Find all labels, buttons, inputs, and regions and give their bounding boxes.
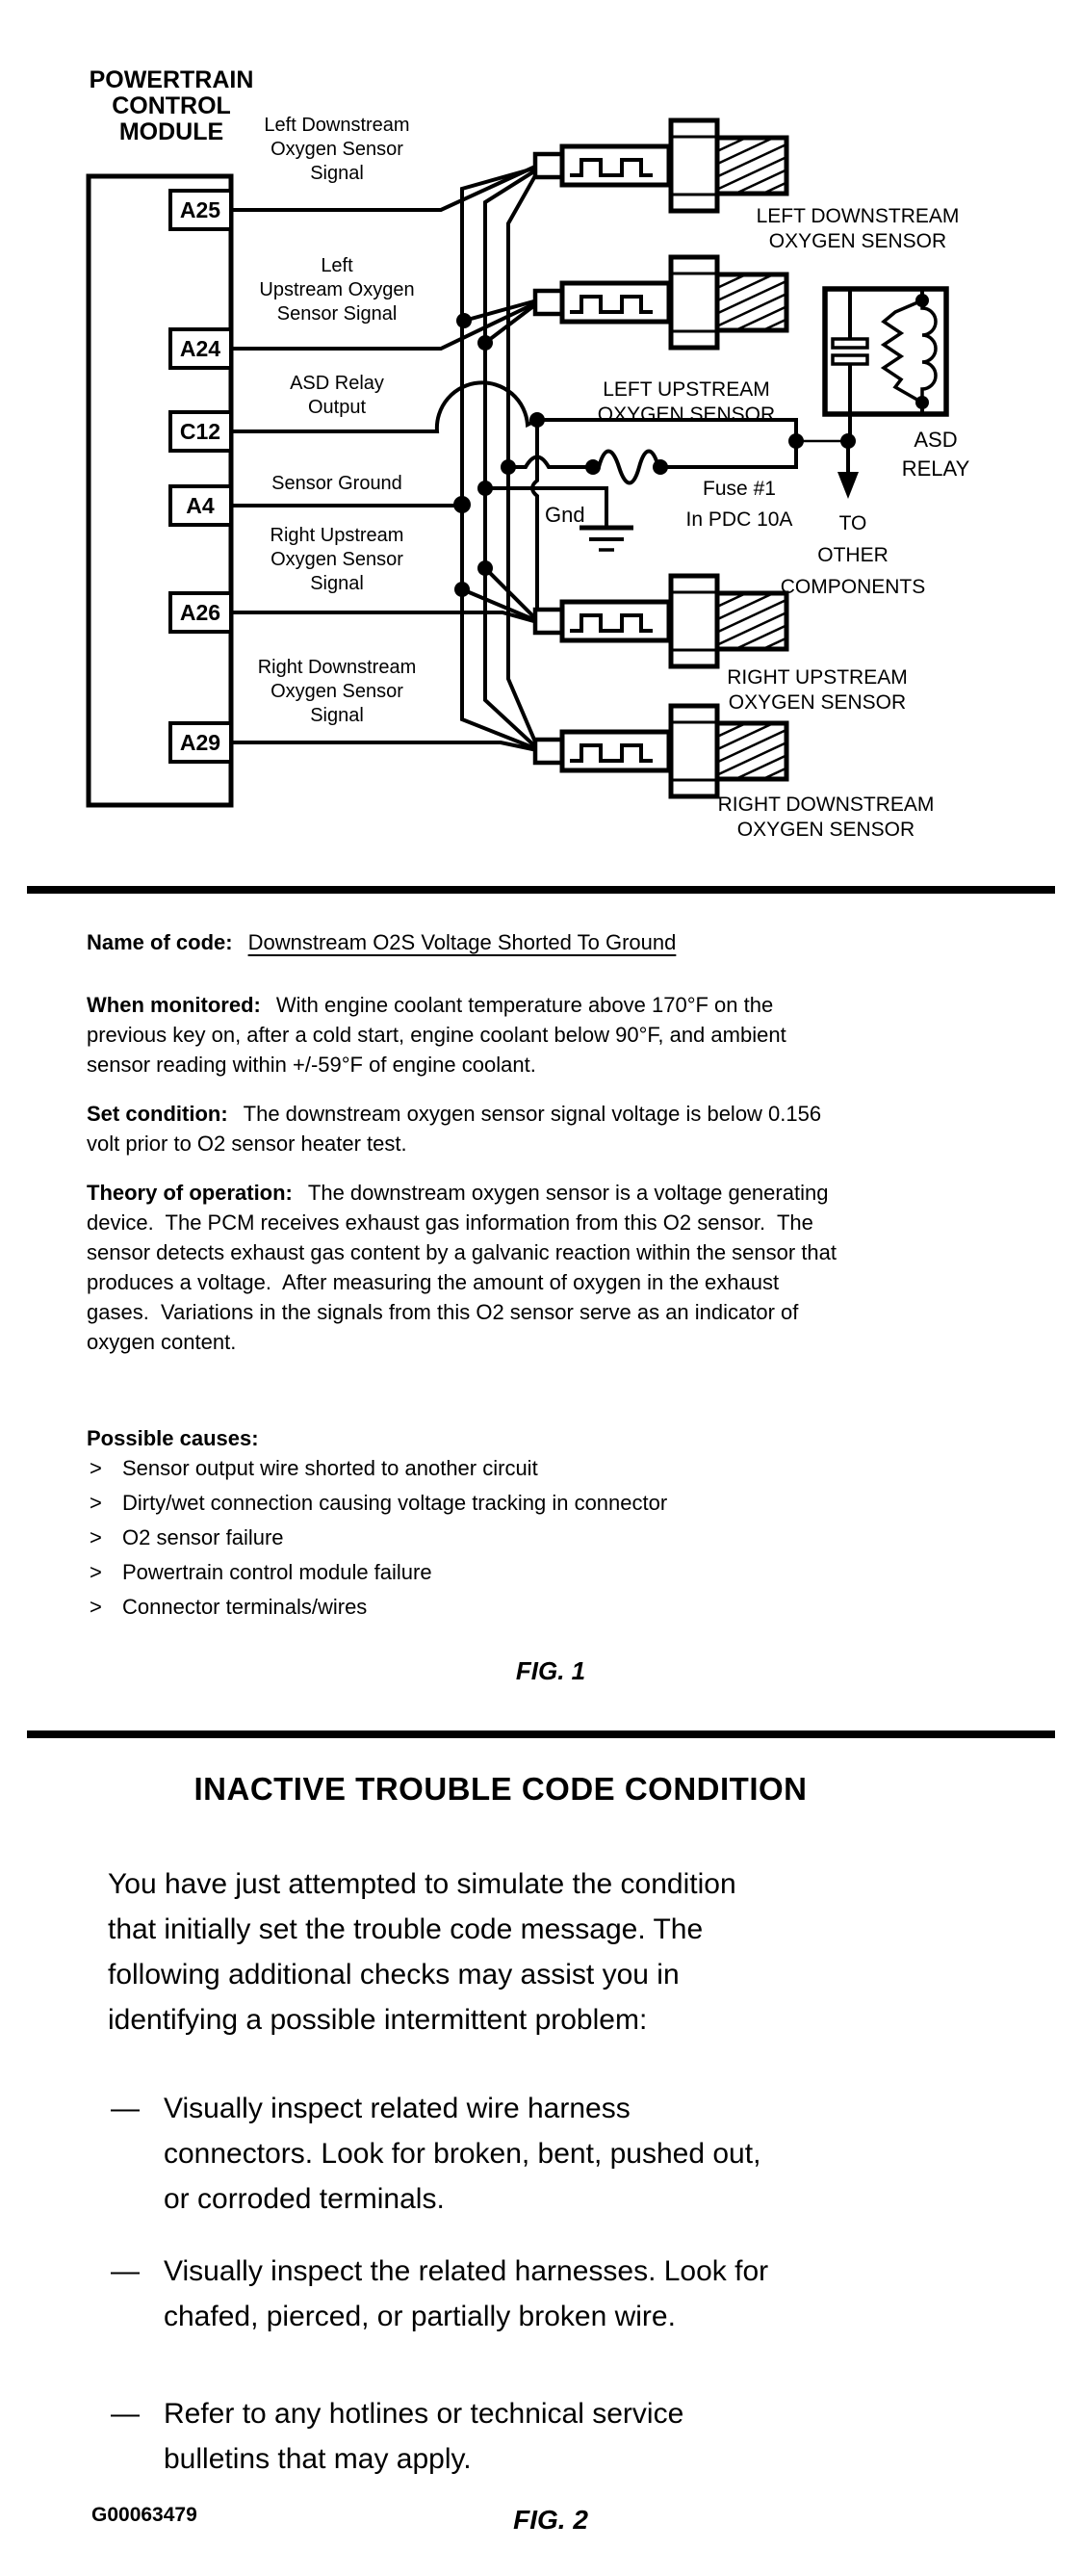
cause-marker-icon: > [90, 1491, 102, 1515]
pcm-title-line3: MODULE [118, 118, 224, 145]
label-left-downstream-signal [264, 115, 409, 184]
fuse-element [599, 452, 658, 483]
set-condition-paragraph [87, 1099, 1011, 1158]
label-line: Sensor Signal [276, 303, 398, 325]
wire-feed-down [532, 422, 537, 621]
cause-item [90, 1555, 1014, 1590]
cause-text: Powertrain control module failure [122, 1560, 432, 1584]
cause-marker-icon: > [90, 1525, 102, 1549]
pin-a4-label: A4 [186, 493, 215, 518]
pcm-title-line2: CONTROL [112, 92, 231, 119]
check-item [111, 2391, 1025, 2482]
possible-causes-heading [87, 1423, 1011, 1453]
label-line: Right Upstream [270, 525, 404, 546]
wire-a29-signal [231, 742, 537, 750]
fig1-caption: FIG. 1 [515, 1656, 586, 1685]
right-upstream-label-1: RIGHT UPSTREAM [727, 666, 908, 689]
pin-a25 [170, 191, 231, 229]
when-monitored-paragraph [87, 990, 1011, 1080]
left-downstream-label-1: LEFT DOWNSTREAM [756, 205, 960, 227]
label-line: Sensor Ground [271, 473, 402, 494]
cause-marker-icon: > [90, 1456, 102, 1480]
label-sensor-ground [271, 473, 402, 494]
cause-item [90, 1590, 1014, 1625]
left-downstream-oxygen-sensor [535, 120, 786, 211]
left-downstream-label-2: OXYGEN SENSOR [768, 230, 947, 252]
name-of-code-label: Name of code: [87, 930, 233, 954]
name-of-code-line [87, 927, 1011, 957]
when-monitored-text: With engine coolant temperature above 170°F on the previous key on, after a cold start, engine coolant below 90°F, and ambient sensor reading within +/-59°F of engine coolant. [87, 993, 786, 1077]
check-text: Visually inspect related wire harness connectors. Look for broken, bent, pushed out, or corroded terminals. [164, 2093, 761, 2215]
pin-a25-label: A25 [179, 197, 221, 222]
dash-marker-icon: — [111, 2255, 140, 2287]
right-upstream-label-2: OXYGEN SENSOR [728, 691, 907, 714]
theory-text: The downstream oxygen sensor is a voltage generating device. The PCM receives exhaust gas information from this O2 sensor. The sensor detects exhaust gas content by a galvanic reaction within the sensor that produces a voltage. After measuring the amount of oxygen in the exhaust gases. Variations in the signals from this O2 sensor serve as an indicator of oxygen content. [87, 1181, 837, 1354]
pin-a4 [170, 486, 231, 525]
pin-a29-label: A29 [179, 730, 221, 755]
label-line: Signal [310, 163, 364, 184]
name-of-code-value: Downstream O2S Voltage Shorted To Ground [247, 930, 677, 954]
label-asd-relay-output [290, 373, 384, 418]
asd-relay-label [902, 428, 970, 481]
dash-marker-icon: — [111, 2398, 140, 2430]
pin-a24 [170, 329, 231, 368]
left-upstream-label-1: LEFT UPSTREAM [603, 378, 770, 401]
label-right-downstream-signal [258, 657, 417, 726]
label-line: Oxygen Sensor [270, 549, 403, 570]
pcm-title [90, 66, 254, 145]
pcm-title-line1: POWERTRAIN [89, 66, 254, 93]
check-text: Visually inspect the related harnesses. Look for chafed, pierced, or partially broken wire. [164, 2255, 769, 2332]
pin-a29 [170, 723, 231, 762]
dash-marker-icon: — [111, 2093, 140, 2124]
capacitor-icon [833, 339, 867, 348]
pin-a24-label: A24 [179, 336, 221, 361]
cause-item [90, 1486, 1014, 1521]
cause-marker-icon: > [90, 1595, 102, 1619]
fuse-label-line2: In PDC 10A [685, 508, 793, 531]
theory-paragraph [87, 1178, 1011, 1357]
label-line: Output [307, 397, 367, 418]
when-monitored-label: When monitored: [87, 993, 261, 1017]
asd-label-line1: ASD [914, 428, 958, 452]
cause-marker-icon: > [90, 1560, 102, 1584]
components-line: COMPONENTS [780, 576, 926, 598]
inactive-intro-text: You have just attempted to simulate the condition that initially set the trouble code message. The following additional checks may assist you in identifying a possible intermittent problem: [108, 1868, 736, 2036]
pin-a26 [170, 593, 231, 632]
coil-icon [922, 300, 936, 403]
right-downstream-oxygen-sensor [535, 706, 786, 796]
cause-item [90, 1521, 1014, 1555]
cause-text: Dirty/wet connection causing voltage tracking in connector [122, 1491, 668, 1515]
cause-text: Sensor output wire shorted to another circuit [122, 1456, 538, 1480]
label-line: Right Downstream [257, 657, 417, 678]
set-condition-label: Set condition: [87, 1102, 228, 1126]
to-other-components-label [781, 512, 926, 598]
pin-c12 [170, 412, 231, 451]
wire-bus-a [462, 168, 537, 749]
left-upstream-label-2: OXYGEN SENSOR [597, 403, 776, 426]
cause-text: O2 sensor failure [122, 1525, 284, 1549]
wire-fuse-left [510, 457, 589, 468]
pin-c12-label: C12 [179, 419, 221, 444]
pin-a26-label: A26 [179, 600, 221, 625]
wire-a25-signal [231, 166, 537, 210]
inactive-intro-paragraph [108, 1861, 993, 2043]
right-downstream-label-1: RIGHT DOWNSTREAM [717, 794, 935, 816]
figure-code-id: G00063479 [91, 2504, 197, 2526]
inactive-trouble-code-title: INACTIVE TROUBLE CODE CONDITION [193, 1771, 808, 1807]
fig2-caption: FIG. 2 [513, 2505, 588, 2535]
possible-causes-label: Possible causes: [87, 1426, 259, 1450]
resistor-icon [884, 300, 922, 403]
to-line: TO [838, 512, 867, 534]
divider-rule-1 [27, 886, 1055, 894]
wire-labels [258, 115, 417, 726]
asd-relay [825, 289, 946, 414]
label-line: Left Downstream [264, 115, 410, 136]
wire-a26-signal [231, 612, 537, 622]
cause-text: Connector terminals/wires [122, 1595, 368, 1619]
asd-label-line2: RELAY [901, 456, 970, 481]
right-downstream-label-2: OXYGEN SENSOR [736, 819, 915, 841]
label-line: Signal [310, 573, 364, 594]
label-line: ASD Relay [290, 373, 384, 394]
set-condition-text: The downstream oxygen sensor signal voltage is below 0.156 volt prior to O2 sensor heater test. [87, 1102, 822, 1156]
label-left-upstream-signal [259, 255, 414, 325]
wiring-diagram [0, 0, 1082, 900]
down-arrow-icon [837, 472, 859, 499]
label-right-upstream-signal [270, 525, 404, 594]
fuse-label [686, 478, 793, 531]
check-text: Refer to any hotlines or technical service bulletins that may apply. [164, 2398, 684, 2475]
check-item [111, 2086, 1025, 2222]
ground-symbol [580, 528, 633, 550]
divider-rule-2 [27, 1730, 1055, 1738]
label-line: Oxygen Sensor [270, 681, 403, 702]
left-upstream-oxygen-sensor [535, 257, 786, 348]
wire-fuse-right [662, 443, 796, 467]
label-line: Left [321, 255, 353, 276]
other-line: OTHER [817, 544, 889, 566]
label-line: Upstream Oxygen [259, 279, 415, 300]
fuse-label-line1: Fuse #1 [703, 478, 776, 500]
gnd-label: Gnd [545, 503, 585, 527]
label-line: Oxygen Sensor [270, 139, 403, 160]
cause-item [90, 1451, 1014, 1486]
label-line: Signal [310, 705, 364, 726]
theory-label: Theory of operation: [87, 1181, 293, 1205]
check-item [111, 2249, 1025, 2339]
right-upstream-oxygen-sensor [535, 576, 786, 666]
pcm-pins [170, 191, 231, 762]
